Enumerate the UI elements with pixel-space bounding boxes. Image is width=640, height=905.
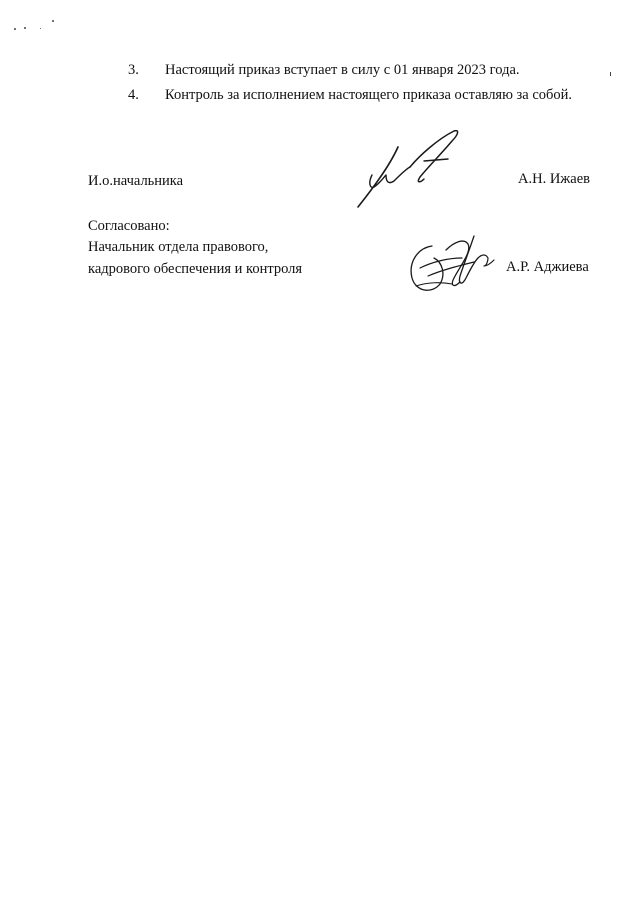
scan-speck [610, 72, 611, 76]
item-number: 4. [128, 87, 139, 103]
scan-speck [52, 20, 54, 22]
handwritten-signature-izhaev [350, 125, 470, 215]
approver-position-line1: Начальник отдела правового, [88, 239, 269, 255]
signer-position: И.о.начальника [88, 173, 184, 189]
scan-speck [14, 28, 16, 30]
handwritten-signature-adzhieva [402, 228, 502, 300]
scan-speck [24, 27, 26, 29]
scan-speck [40, 28, 41, 29]
approver-position-line2: кадрового обеспечения и контроля [88, 261, 303, 277]
signer-name: А.Н. Ижаев [518, 171, 591, 187]
approval-heading: Согласовано: [88, 218, 170, 234]
item-text: Настоящий приказ вступает в силу с 01 января 2023 года. [165, 62, 520, 78]
approver-name: А.Р. Аджиева [506, 259, 589, 275]
item-text: Контроль за исполнением настоящего приказа оставляю за собой. [165, 87, 573, 103]
item-number: 3. [128, 62, 139, 78]
